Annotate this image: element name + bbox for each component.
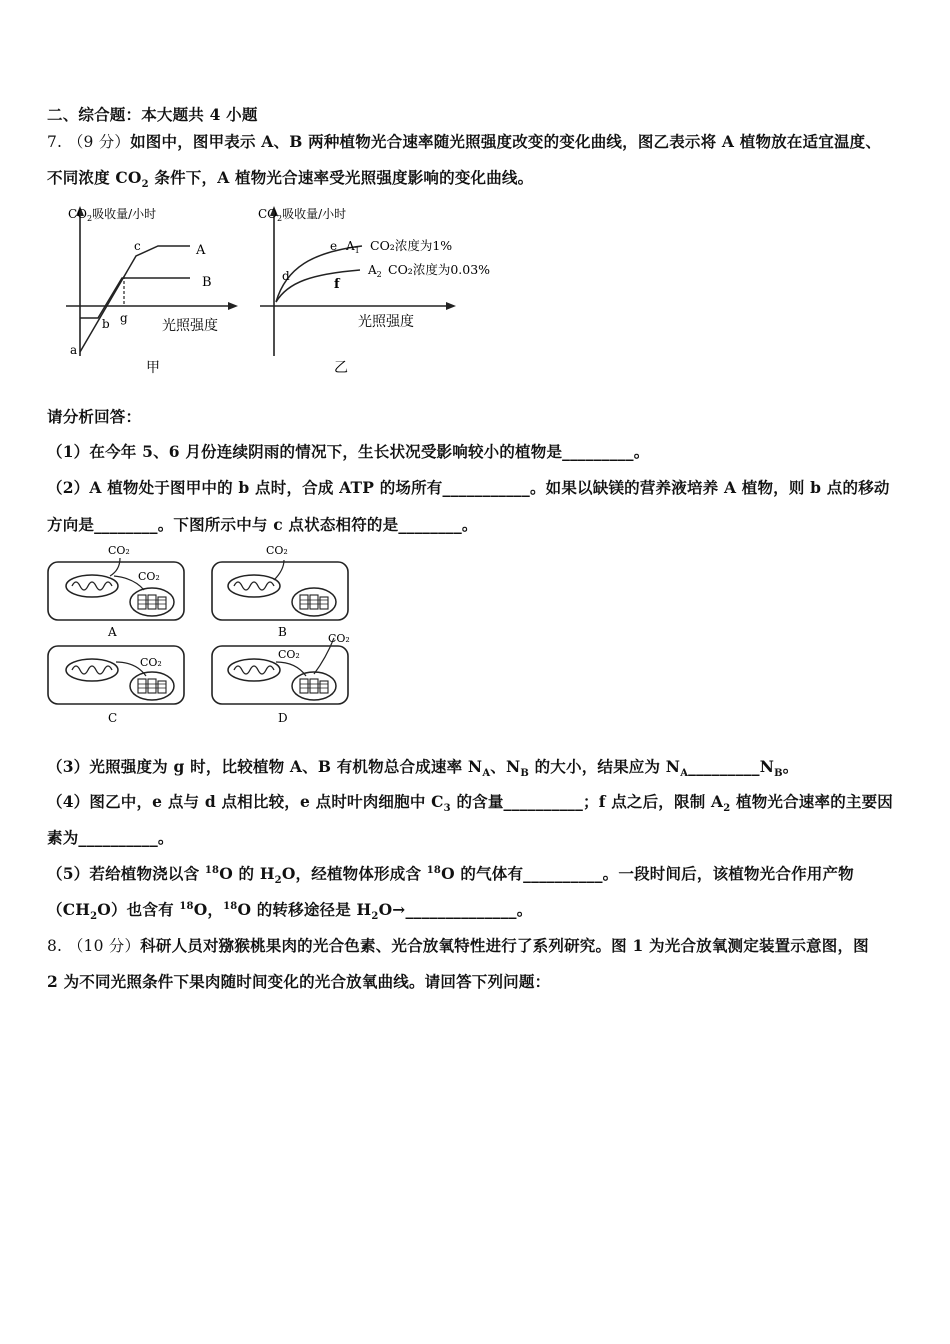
cell-d-co2-in: CO₂ <box>278 648 300 661</box>
jia-x-arrow <box>228 302 238 310</box>
p5-l2-text-d: O 的转移途径是 H <box>237 900 372 919</box>
q7-prompt: 请分析回答： <box>47 407 142 426</box>
jia-label-c: c <box>134 239 141 253</box>
yi-curve-a2-text: CO₂浓度为0.03% <box>388 262 491 277</box>
p5-l2-sub2: 2 <box>371 911 379 923</box>
q7-part2-line1: （2）A 植物处于图甲中的 b 点时，合成 ATP 的场所有___________。如果以缺镁的营养液培养 A 植物，则 b 点的移动 <box>47 478 890 497</box>
figure-jia <box>58 198 238 378</box>
q7-score: （9 分） <box>67 133 131 151</box>
p3-text-e: 。 <box>782 757 799 776</box>
yi-caption: 乙 <box>334 360 348 376</box>
q7-part4-line1 <box>47 790 893 814</box>
p5-sup1: 18 <box>204 864 220 876</box>
p4-sub1: 3 <box>443 803 451 815</box>
q7-stem-text2a: 不同浓度 CO <box>47 168 142 187</box>
cell-b-label: B <box>278 625 287 639</box>
p5-l2-sup2: 18 <box>223 900 238 912</box>
jia-curve-a-label: A <box>196 243 206 258</box>
p3-sub4: B <box>774 768 783 780</box>
p5-l2-text-c: O， <box>193 900 224 919</box>
q8-line1 <box>47 934 869 956</box>
cell-c-label: C <box>108 711 118 725</box>
p5-text-a: （5）若给植物浇以含 <box>47 864 205 883</box>
q7-part3 <box>47 755 798 779</box>
cell-d <box>212 632 350 725</box>
p5-sub1: 2 <box>274 875 282 887</box>
q7-stem-text1: 如图中，图甲表示 A、B 两种植物光合速率随光照强度改变的变化曲线，图乙表示将 A 植物放在适宜温度、 <box>130 132 882 151</box>
p3-sub1: A <box>482 768 491 780</box>
cell-b <box>212 544 348 639</box>
yi-label-e: e <box>330 239 338 253</box>
p4-sub2: 2 <box>723 803 731 815</box>
q7-part4-line2: 素为__________。 <box>47 828 174 847</box>
p3-text-b: 、N <box>490 757 521 776</box>
q7-stem-text2b: 条件下，A 植物光合速率受光照强度影响的变化曲线。 <box>148 168 534 187</box>
p4-text-a: （4）图乙中，e 点与 d 点相比较，e 点时叶肉细胞中 C <box>47 792 444 811</box>
p5-l2-text-e: O→______________。 <box>378 900 533 919</box>
p3-sub2: B <box>520 768 530 780</box>
yi-curve-a2-label: $A_2$ <box>368 263 382 279</box>
q8-text1: 科研人员对猕猴桃果肉的光合色素、光合放氧特性进行了系列研究。图 1 为光合放氧测定装置示意图，图 <box>140 936 869 955</box>
p3-text-c: 的大小，结果应为 N <box>529 757 681 776</box>
jia-label-a: a <box>70 343 78 357</box>
cell-c <box>48 646 184 725</box>
cell-c-co2: CO₂ <box>140 656 162 669</box>
p5-text-d: O 的气体有__________。一段时间后，该植物光合作用产物 <box>441 864 854 883</box>
q7-part5-line2 <box>47 898 532 922</box>
q7-stem-line1 <box>47 130 881 152</box>
yi-ylabel: $CO_2$吸收量/小时 <box>258 207 347 223</box>
cell-d-label: D <box>278 711 288 725</box>
yi-xlabel: 光照强度 <box>358 314 414 330</box>
jia-label-b: b <box>102 317 110 331</box>
cell-diagrams <box>44 540 374 730</box>
q8-number: 8. <box>47 937 63 955</box>
q7-stem-line2 <box>47 166 533 190</box>
q7-part2-line2: 方向是________。下图所示中与 c 点状态相符的是________。 <box>47 515 478 534</box>
q8-line2: 2 为不同光照条件下果肉随时间变化的光合放氧曲线。请回答下列问题： <box>47 972 551 991</box>
jia-curve-b <box>80 278 190 318</box>
p3-text-d: _________N <box>688 757 775 776</box>
jia-ylabel: $CO_2$吸收量/小时 <box>68 207 157 223</box>
jia-caption: 甲 <box>146 360 160 376</box>
q7-part5-line1 <box>47 862 854 886</box>
p5-sup2: 18 <box>426 864 442 876</box>
p5-text-c: O，经植物体形成含 <box>281 864 427 883</box>
section-title: 二、综合题：本大题共 4 小题 <box>47 105 258 124</box>
yi-curve-a1-text: CO₂浓度为1% <box>370 238 453 253</box>
p4-text-c: 植物光合速率的主要因 <box>730 792 894 811</box>
p5-text-b: O 的 H <box>219 864 275 883</box>
yi-label-d: d <box>282 269 290 283</box>
p5-l2-sup1: 18 <box>179 900 194 912</box>
jia-curve-b-label: B <box>202 275 212 290</box>
p5-l2-text-a: （CH <box>47 900 91 919</box>
figure-yi <box>252 198 532 378</box>
p3-text-a: （3）光照强度为 g 时，比较植物 A、B 有机物总合成速率 N <box>47 757 483 776</box>
cell-a-label: A <box>108 625 117 639</box>
yi-label-f: f <box>334 277 340 292</box>
q7-part1: （1）在今年 5、6 月份连续阴雨的情况下，生长状况受影响较小的植物是_________。 <box>47 442 650 461</box>
p5-l2-text-b: O）也含有 <box>97 900 180 919</box>
p3-sub3: A <box>680 768 689 780</box>
cell-a-co2-in: CO₂ <box>138 570 160 583</box>
p4-text-b: 的含量__________；f 点之后，限制 A <box>450 792 724 811</box>
cell-a-co2-out: CO₂ <box>108 544 130 557</box>
cell-b-co2: CO₂ <box>266 544 288 557</box>
cell-a <box>48 544 184 639</box>
q7-number: 7. <box>47 133 63 151</box>
p5-l2-sub1: 2 <box>90 911 98 923</box>
jia-label-g: g <box>120 311 128 325</box>
yi-x-arrow <box>446 302 456 310</box>
q7-stem-sub: 2 <box>141 179 149 191</box>
q8-score: （10 分） <box>67 937 141 955</box>
jia-curve-a <box>80 246 190 352</box>
yi-curve-a1-label: $A_1$ <box>346 239 360 255</box>
jia-xlabel: 光照强度 <box>162 318 218 334</box>
cell-d-co2-out: CO₂ <box>328 632 350 645</box>
